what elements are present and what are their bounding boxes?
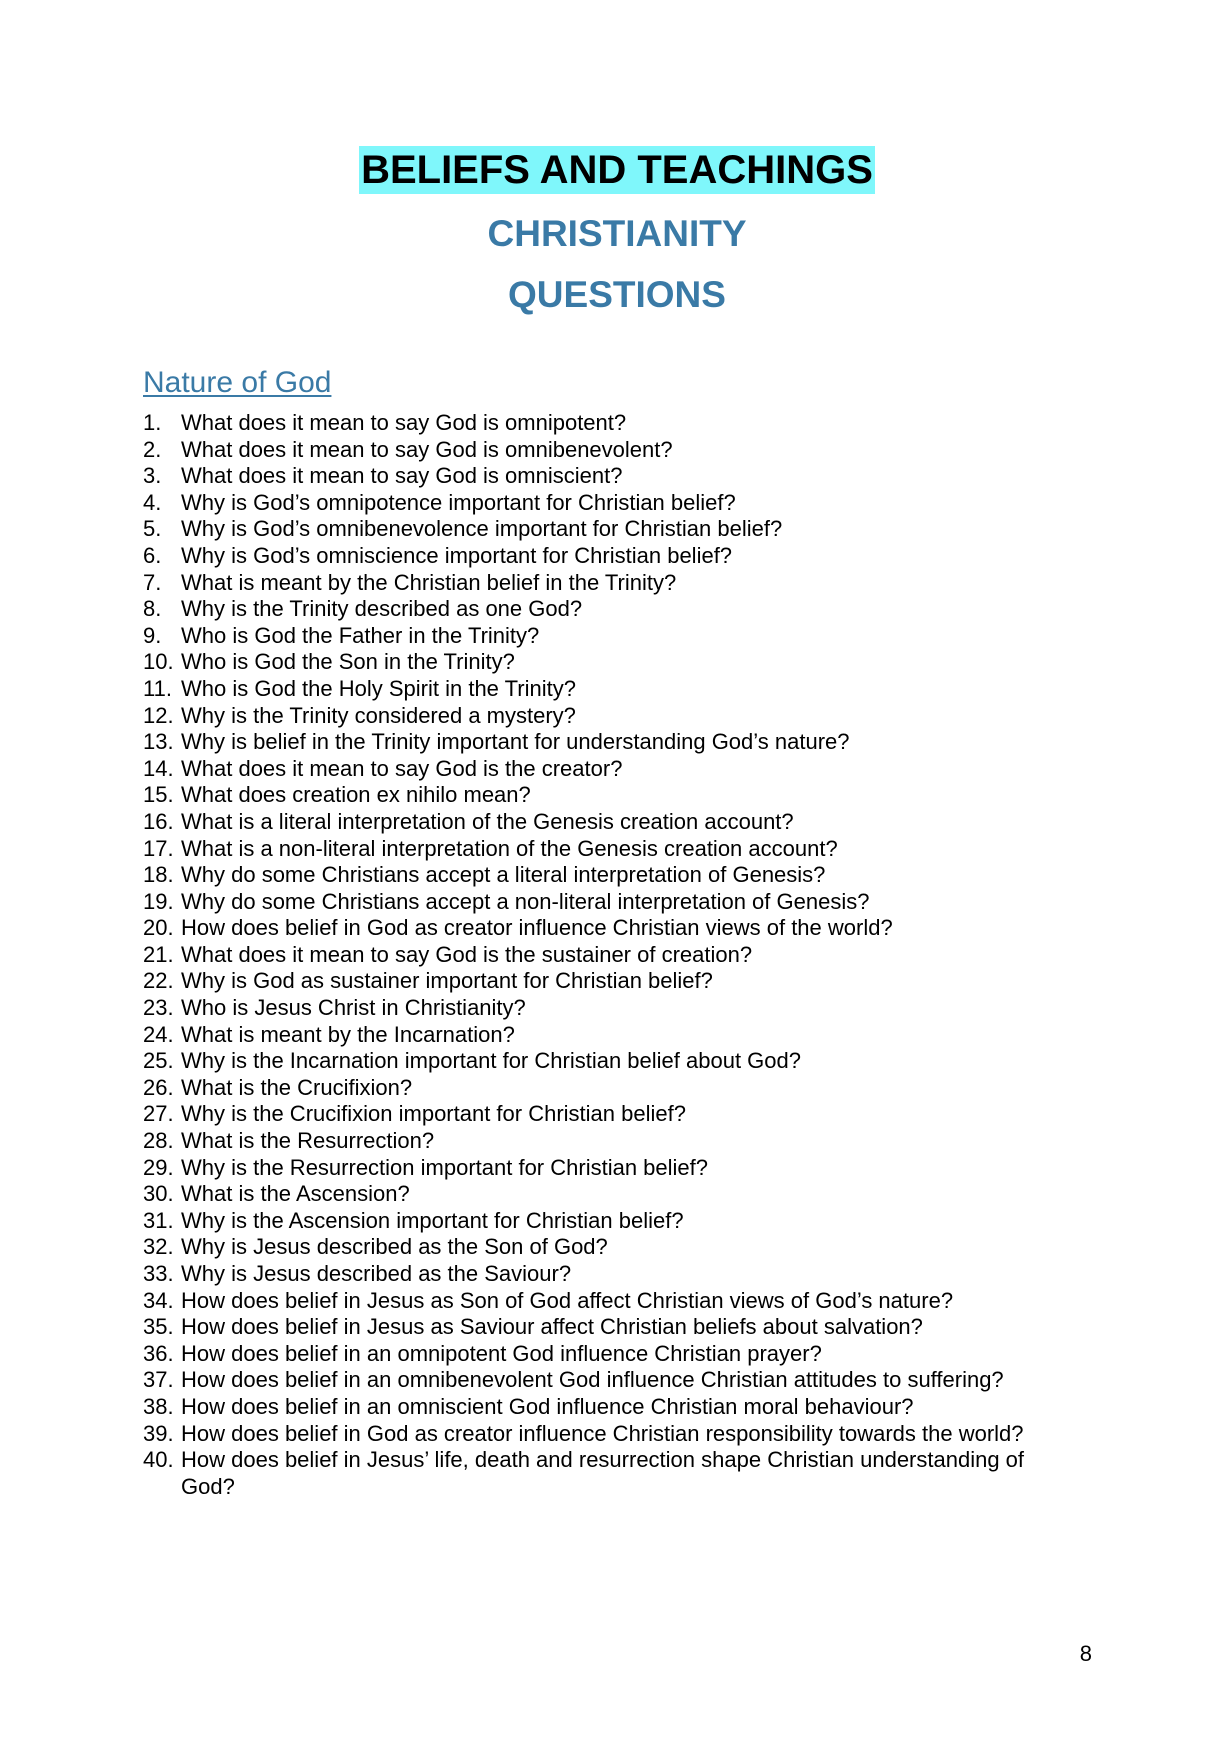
question-item <box>143 676 1083 703</box>
question-text: How does belief in an omniscient God influence Christian moral behaviour? <box>181 1393 914 1419</box>
question-number: 11. <box>143 675 172 701</box>
question-number: 21. <box>143 941 174 967</box>
question-text: Why is the Trinity described as one God? <box>181 596 583 622</box>
question-item <box>143 1075 1083 1102</box>
page-number: 8 <box>1079 1641 1092 1666</box>
question-text: What is meant by the Incarnation? <box>181 1021 515 1047</box>
question-item <box>143 968 1083 995</box>
question-item <box>143 1022 1083 1049</box>
question-number: 20. <box>143 915 174 941</box>
question-text: Why do some Christians accept a non-literal interpretation of Genesis? <box>181 888 870 914</box>
question-number: 26. <box>143 1074 174 1100</box>
question-number: 35. <box>143 1314 174 1340</box>
question-text: Why is the Resurrection important for Christian belief? <box>181 1154 708 1180</box>
question-item <box>143 782 1083 809</box>
question-item <box>143 729 1083 756</box>
question-text: Why is the Ascension important for Christian belief? <box>181 1207 684 1233</box>
question-item <box>143 1314 1083 1341</box>
question-text: Why is Jesus described as the Saviour? <box>181 1261 572 1286</box>
question-text: What is the Crucifixion? <box>181 1074 413 1100</box>
question-text: Why is God’s omnibenevolence important for Christian belief? <box>181 516 783 542</box>
question-text: Why is the Incarnation important for Christian belief about God? <box>181 1048 801 1074</box>
question-item <box>143 915 1083 942</box>
question-number: 40. <box>143 1447 174 1473</box>
question-text: Who is God the Holy Spirit in the Trinity? <box>181 675 576 701</box>
question-text: Who is God the Son in the Trinity? <box>181 649 515 675</box>
question-item <box>143 437 1083 464</box>
question-item <box>143 1181 1083 1208</box>
question-item <box>143 862 1083 889</box>
question-text: Why is belief in the Trinity important for understanding God’s nature? <box>181 729 850 755</box>
question-number: 38. <box>143 1393 174 1419</box>
question-item <box>143 1288 1083 1315</box>
question-number: 25. <box>143 1048 174 1074</box>
question-number: 37. <box>143 1367 174 1393</box>
question-text: How does belief in God as creator influence Christian views of the world? <box>181 915 893 941</box>
question-item <box>143 1367 1083 1394</box>
question-number: 8. <box>143 596 162 622</box>
question-item <box>143 1128 1083 1155</box>
question-list <box>143 410 1083 1500</box>
question-text: How does belief in Jesus as Son of God affect Christian views of God’s nature? <box>181 1287 954 1313</box>
question-text: Who is Jesus Christ in Christianity? <box>181 995 526 1021</box>
question-item <box>143 942 1083 969</box>
headline-wrap <box>0 146 1212 194</box>
question-text: What is a literal interpretation of the Genesis creation account? <box>181 808 794 834</box>
question-item <box>143 995 1083 1022</box>
question-number: 34. <box>143 1287 174 1313</box>
question-item <box>143 410 1083 437</box>
question-text: What is meant by the Christian belief in the Trinity? <box>181 569 677 595</box>
question-text: How does belief in an omnipotent God influence Christian prayer? <box>181 1340 822 1366</box>
question-text: What does it mean to say God is omniscient? <box>181 463 623 489</box>
question-item <box>143 836 1083 863</box>
question-number: 31. <box>143 1207 174 1233</box>
question-number: 18. <box>143 862 174 888</box>
question-number: 24. <box>143 1021 174 1047</box>
subtitle-questions: QUESTIONS <box>508 274 726 315</box>
question-item <box>143 1341 1083 1368</box>
question-number: 5. <box>143 516 162 542</box>
question-item <box>143 463 1083 490</box>
question-text: Why is God as sustainer important for Christian belief? <box>181 968 713 994</box>
question-number: 27. <box>143 1101 174 1127</box>
question-item <box>143 490 1083 517</box>
question-text: Why is God’s omnipotence important for Christian belief? <box>181 489 736 515</box>
question-item <box>143 1447 1083 1500</box>
question-item <box>143 809 1083 836</box>
question-number: 6. <box>143 542 162 568</box>
question-text: What is the Ascension? <box>181 1181 410 1207</box>
question-item <box>143 570 1083 597</box>
question-number: 15. <box>143 782 174 808</box>
question-number: 22. <box>143 968 174 994</box>
question-text: How does belief in an omnibenevolent God influence Christian attitudes to suffering? <box>181 1367 1004 1393</box>
question-number: 2. <box>143 436 162 462</box>
question-text: What does it mean to say God is omnibenevolent? <box>181 436 673 462</box>
question-number: 30. <box>143 1181 174 1207</box>
question-number: 3. <box>143 463 162 489</box>
question-number: 19. <box>143 888 174 914</box>
question-item <box>143 1101 1083 1128</box>
question-item <box>143 596 1083 623</box>
section-heading-nature-of-god: Nature of God <box>143 366 332 399</box>
question-item <box>143 1208 1083 1235</box>
question-item <box>143 1155 1083 1182</box>
question-text: Why is Jesus described as the Son of God? <box>181 1234 608 1260</box>
question-number: 4. <box>143 489 162 515</box>
question-number: 7. <box>143 569 162 595</box>
question-item <box>143 1394 1083 1421</box>
question-item <box>143 516 1083 543</box>
question-number: 10. <box>143 649 174 675</box>
question-number: 14. <box>143 755 174 781</box>
question-text: Why is God’s omniscience important for Christian belief? <box>181 542 733 568</box>
question-number: 23. <box>143 995 174 1021</box>
question-text: What does it mean to say God is omnipotent? <box>181 410 627 435</box>
question-text: How does belief in God as creator influence Christian responsibility towards the world? <box>181 1420 1024 1446</box>
question-number: 12. <box>143 702 174 728</box>
question-number: 32. <box>143 1234 174 1260</box>
question-text: Why is the Crucifixion important for Christian belief? <box>181 1101 686 1127</box>
question-text: What does it mean to say God is the creator? <box>181 755 623 781</box>
question-number: 13. <box>143 729 174 755</box>
question-text: What does it mean to say God is the sustainer of creation? <box>181 941 753 967</box>
question-text: What does creation ex nihilo mean? <box>181 782 531 808</box>
question-item <box>143 756 1083 783</box>
question-text: Why do some Christians accept a literal interpretation of Genesis? <box>181 862 826 888</box>
question-item <box>143 1048 1083 1075</box>
question-item <box>143 1261 1083 1288</box>
question-number: 16. <box>143 808 174 834</box>
question-item <box>143 649 1083 676</box>
question-item <box>143 1421 1083 1448</box>
question-text: What is the Resurrection? <box>181 1128 435 1154</box>
question-item <box>143 703 1083 730</box>
question-text: How does belief in Jesus as Saviour affect Christian beliefs about salvation? <box>181 1314 923 1340</box>
subtitle-christianity: CHRISTIANITY <box>487 213 747 254</box>
question-number: 39. <box>143 1420 174 1446</box>
question-item <box>143 623 1083 650</box>
question-text: What is a non-literal interpretation of the Genesis creation account? <box>181 835 838 861</box>
question-number: 36. <box>143 1340 174 1366</box>
question-text: How does belief in Jesus’ life, death and resurrection shape Christian understanding of God? <box>181 1447 1025 1499</box>
question-number: 29. <box>143 1154 174 1180</box>
question-item <box>143 1234 1083 1261</box>
question-number: 33. <box>143 1261 174 1286</box>
page-title: BELIEFS AND TEACHINGS <box>361 148 873 192</box>
question-text: Who is God the Father in the Trinity? <box>181 622 540 648</box>
question-item <box>143 889 1083 916</box>
question-number: 28. <box>143 1128 174 1154</box>
question-number: 1. <box>143 410 162 435</box>
question-item <box>143 543 1083 570</box>
question-number: 9. <box>143 622 162 648</box>
question-number: 17. <box>143 835 174 861</box>
question-text: Why is the Trinity considered a mystery? <box>181 702 576 728</box>
